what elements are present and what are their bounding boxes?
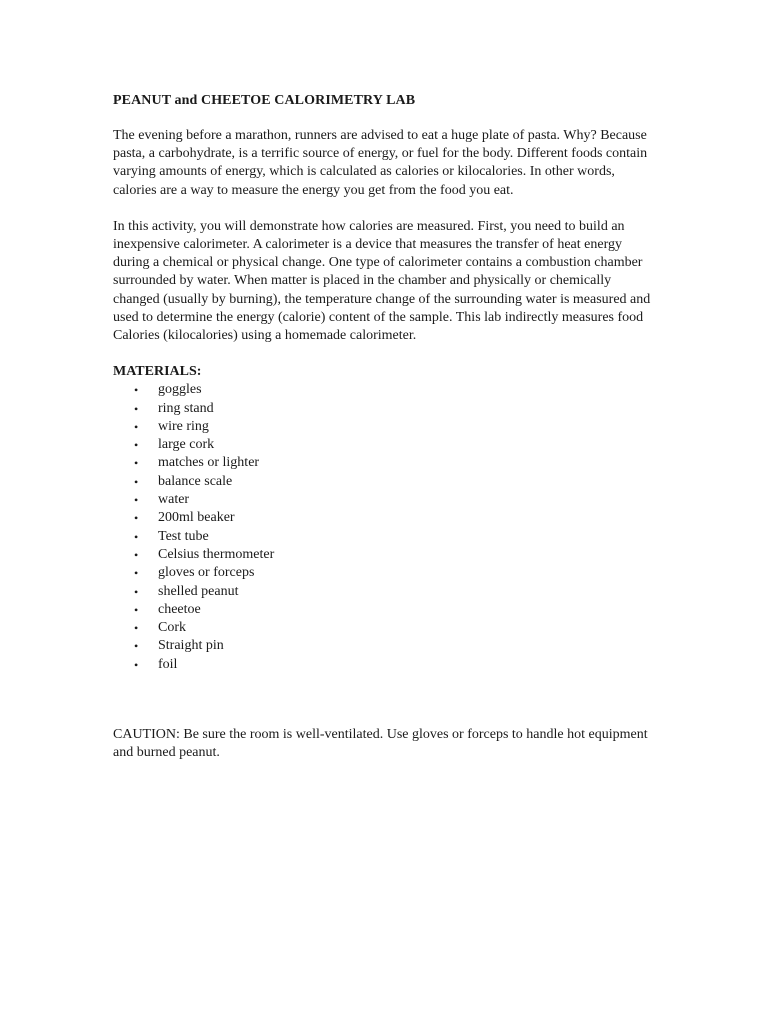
bullet-icon: • xyxy=(134,639,139,654)
material-label: balance scale xyxy=(158,473,233,489)
material-item xyxy=(113,381,653,399)
bullet-icon: • xyxy=(134,547,139,562)
material-label: shelled peanut xyxy=(158,583,239,599)
material-item xyxy=(113,564,653,582)
material-item xyxy=(113,601,653,619)
material-item xyxy=(113,491,653,509)
material-label: cheetoe xyxy=(158,601,201,617)
bullet-icon: • xyxy=(134,529,139,544)
material-label: Test tube xyxy=(158,528,209,544)
bullet-icon: • xyxy=(134,419,139,434)
material-item xyxy=(113,418,653,436)
material-item xyxy=(113,656,653,674)
material-label: Celsius thermometer xyxy=(158,546,275,562)
material-label: Cork xyxy=(158,620,186,636)
material-item xyxy=(113,454,653,472)
material-label: large cork xyxy=(158,437,215,453)
material-item xyxy=(113,583,653,601)
material-item xyxy=(113,619,653,637)
document-title: PEANUT and CHEETOE CALORIMETRY LAB xyxy=(113,93,416,108)
bullet-icon: • xyxy=(134,602,139,617)
material-item xyxy=(113,528,653,546)
materials-list xyxy=(113,381,653,674)
bullet-icon: • xyxy=(134,456,139,471)
material-item xyxy=(113,546,653,564)
material-label: goggles xyxy=(158,382,202,398)
bullet-icon: • xyxy=(134,474,139,489)
material-item xyxy=(113,637,653,655)
bullet-icon: • xyxy=(134,438,139,453)
bullet-icon: • xyxy=(134,584,139,599)
bullet-icon: • xyxy=(134,511,139,526)
material-item xyxy=(113,473,653,491)
bullet-icon: • xyxy=(134,657,139,672)
material-label: 200ml beaker xyxy=(158,510,235,526)
material-label: foil xyxy=(158,656,178,672)
activity-paragraph: In this activity, you will demonstrate how calories are measured. First, you need to build an inexpensive calorimeter. A calorimeter is a device that measures the transfer of heat energy during a chemical or physical change. One type of calorimeter contains a combustion chamber surrounded by water. When matter is placed in the chamber and physically or chemically changed (usually by burning), the temperature change of the surrounding water is measured and used to determine the energy (calorie) content of the sample. This lab indirectly measures food Calories (kilocalories) using a homemade calorimeter. xyxy=(113,218,651,344)
material-label: water xyxy=(158,492,190,508)
material-item xyxy=(113,509,653,527)
caution-note: CAUTION: Be sure the room is well-ventilated. Use gloves or forceps to handle hot equipment and burned peanut. xyxy=(113,726,648,761)
bullet-icon: • xyxy=(134,621,139,636)
material-label: Straight pin xyxy=(158,638,224,654)
material-label: matches or lighter xyxy=(158,455,260,471)
material-label: ring stand xyxy=(158,400,214,416)
bullet-icon: • xyxy=(134,566,139,581)
material-item xyxy=(113,436,653,454)
bullet-icon: • xyxy=(134,493,139,508)
materials-heading: MATERIALS: xyxy=(113,364,202,380)
bullet-icon: • xyxy=(134,401,139,416)
bullet-icon: • xyxy=(134,383,139,398)
material-label: wire ring xyxy=(158,418,209,434)
document-page xyxy=(113,92,653,762)
intro-paragraph: The evening before a marathon, runners are advised to eat a huge plate of pasta. Why? Because pasta, a carbohydrate, is a terrific source of energy, or fuel for the body. Different foods contain varying amounts of energy, which is calculated as calories or kilocalories. In other words, calories are a way to measure the energy you get from the food you eat. xyxy=(113,128,648,198)
material-item xyxy=(113,400,653,418)
material-label: gloves or forceps xyxy=(158,565,255,581)
